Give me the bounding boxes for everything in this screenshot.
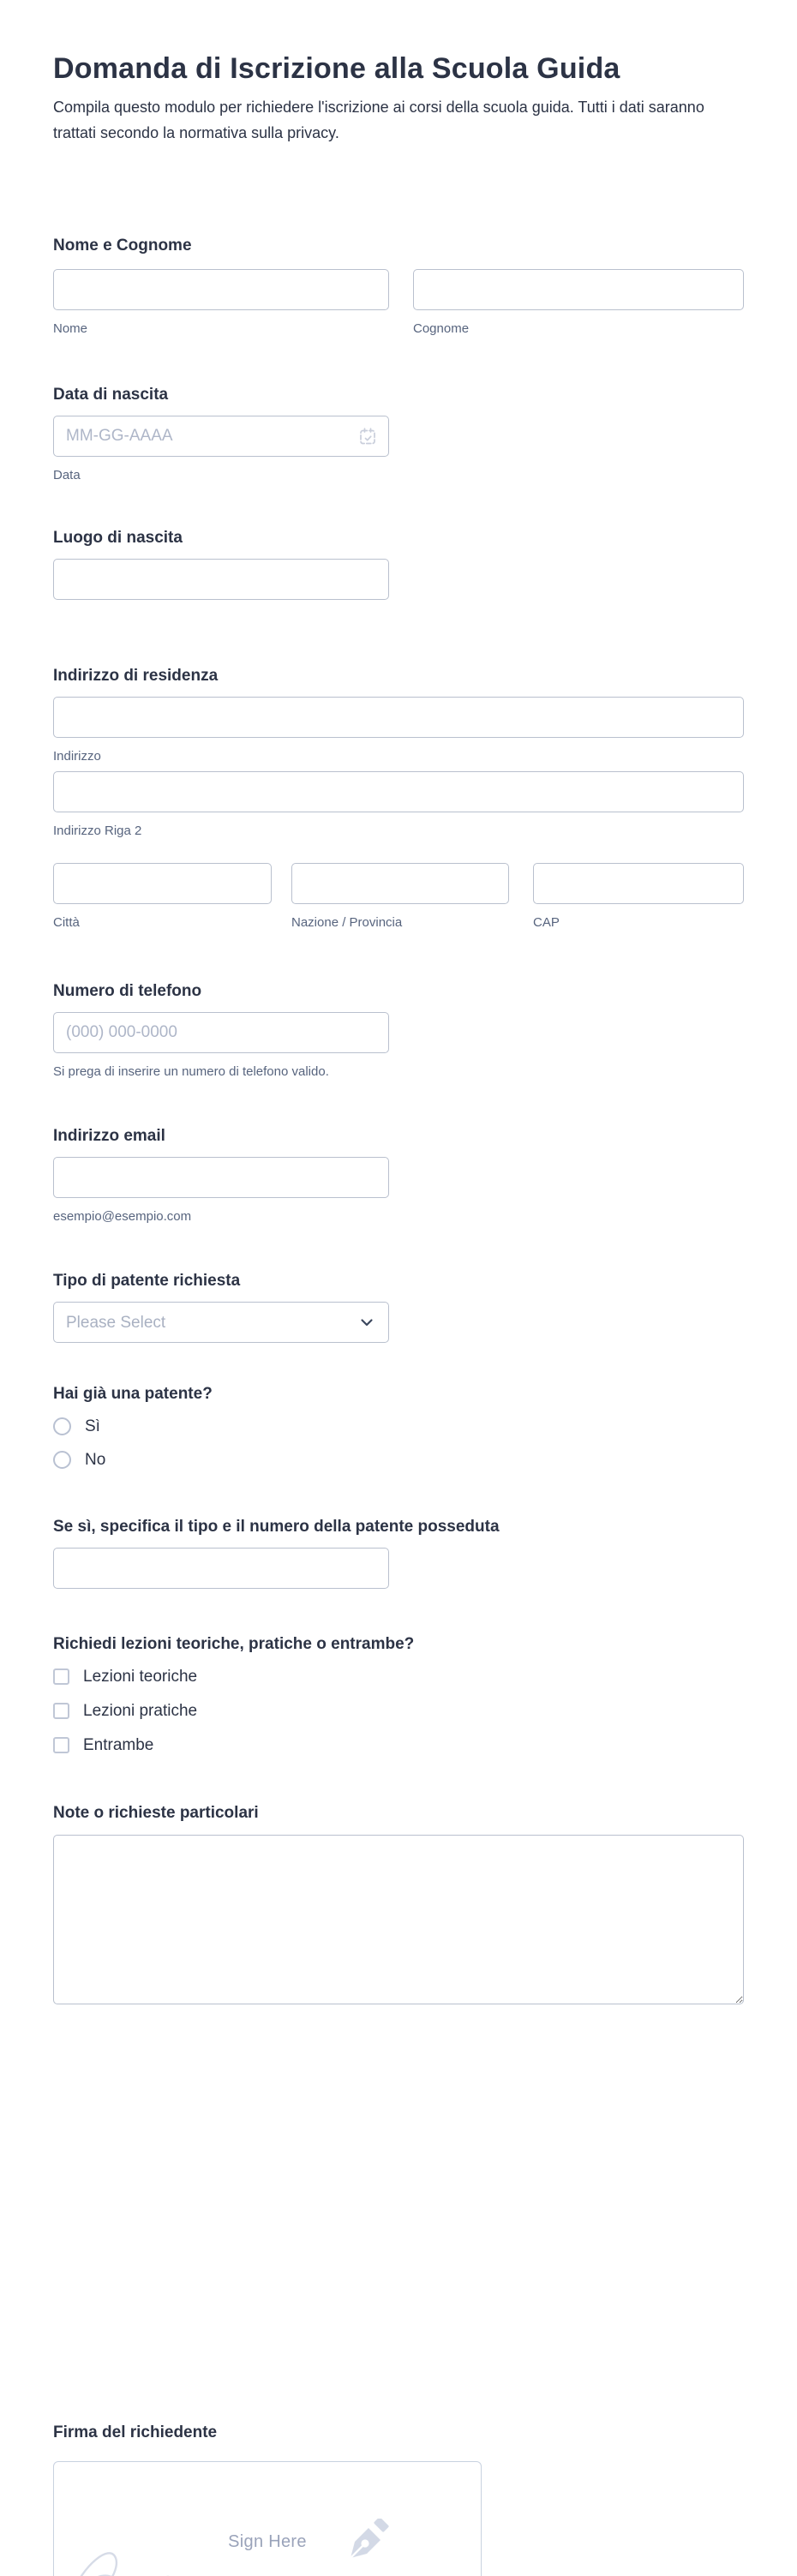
field-email (53, 1126, 744, 1225)
license-type-label: Tipo di patente richiesta (53, 1272, 241, 1290)
email-sublabel: esempio@esempio.com (53, 1209, 192, 1224)
address-zip-sublabel: CAP (533, 915, 560, 930)
phone-label: Numero di telefono (53, 982, 202, 1000)
checkbox-option-theory[interactable] (53, 1668, 197, 1686)
field-address (53, 666, 744, 931)
field-lesson-type (53, 1634, 744, 1754)
checkbox-both-label: Entrambe (83, 1736, 154, 1754)
address-line2-sublabel: Indirizzo Riga 2 (53, 824, 142, 838)
signature-pad[interactable] (53, 2461, 482, 2576)
lesson-type-label: Richiedi lezioni teoriche, pratiche o entrambe? (53, 1635, 415, 1653)
existing-license-label: Se sì, specifica il tipo e il numero della patente posseduta (53, 1518, 500, 1536)
field-full-name (53, 236, 744, 337)
checkbox-option-both[interactable] (53, 1736, 153, 1754)
checkbox-practice-label: Lezioni pratiche (83, 1702, 198, 1720)
radio-option-yes[interactable] (53, 1417, 100, 1435)
license-type-select[interactable] (53, 1302, 389, 1343)
field-license-type (53, 1271, 744, 1343)
email-input[interactable] (53, 1157, 389, 1198)
email-label: Indirizzo email (53, 1127, 165, 1145)
birth-date-sublabel: Data (53, 468, 81, 482)
address-city-input[interactable] (53, 863, 272, 904)
field-signature (53, 2423, 744, 2576)
checkbox-option-practice[interactable] (53, 1702, 197, 1720)
radio-no-label: No (85, 1451, 106, 1469)
field-existing-license (53, 1517, 744, 1589)
field-notes (53, 1803, 744, 2004)
first-name-sublabel: Nome (53, 321, 88, 336)
radio-yes-input[interactable] (53, 1417, 71, 1435)
radio-option-no[interactable] (53, 1451, 105, 1469)
has-license-label: Hai già una patente? (53, 1385, 213, 1403)
checkbox-practice-input[interactable] (53, 1703, 69, 1719)
birth-date-input[interactable] (53, 416, 389, 457)
first-name-input[interactable] (53, 269, 389, 310)
address-zip-input[interactable] (533, 863, 744, 904)
form-title: Domanda di Iscrizione alla Scuola Guida (53, 52, 620, 85)
notes-label: Note o richieste particolari (53, 1804, 259, 1822)
field-birth-place (53, 528, 744, 600)
field-phone (53, 981, 744, 1080)
notes-textarea[interactable] (53, 1835, 744, 2004)
checkbox-theory-label: Lezioni teoriche (83, 1668, 198, 1686)
radio-no-input[interactable] (53, 1451, 71, 1469)
address-line1-input[interactable] (53, 697, 744, 738)
phone-input[interactable] (53, 1012, 389, 1053)
birth-date-label: Data di nascita (53, 386, 169, 404)
checkbox-theory-input[interactable] (53, 1668, 69, 1685)
signature-label: Firma del richiedente (53, 2423, 218, 2441)
birth-place-input[interactable] (53, 559, 389, 600)
full-name-label: Nome e Cognome (53, 237, 192, 255)
existing-license-input[interactable] (53, 1548, 389, 1589)
address-label: Indirizzo di residenza (53, 667, 219, 685)
last-name-sublabel: Cognome (413, 321, 470, 336)
address-state-input[interactable] (291, 863, 509, 904)
birth-place-label: Luogo di nascita (53, 529, 183, 547)
form-subtitle: Compila questo modulo per richiedere l'iscrizione ai corsi della scuola guida. Tutti i dati saranno trattati secondo la normativa sulla privacy. (53, 99, 704, 141)
address-line1-sublabel: Indirizzo (53, 749, 101, 764)
phone-sublabel: Si prega di inserire un numero di telefono valido. (53, 1064, 329, 1079)
address-line2-input[interactable] (53, 771, 744, 812)
signature-hint-text: Sign Here (228, 2532, 307, 2551)
pen-nib-icon (342, 2519, 390, 2567)
radio-yes-label: Sì (85, 1417, 100, 1435)
field-has-license (53, 1384, 744, 1469)
address-state-sublabel: Nazione / Provincia (291, 915, 403, 930)
last-name-input[interactable] (413, 269, 744, 310)
address-city-sublabel: Città (53, 915, 80, 930)
field-birth-date (53, 385, 744, 483)
checkbox-both-input[interactable] (53, 1737, 69, 1753)
